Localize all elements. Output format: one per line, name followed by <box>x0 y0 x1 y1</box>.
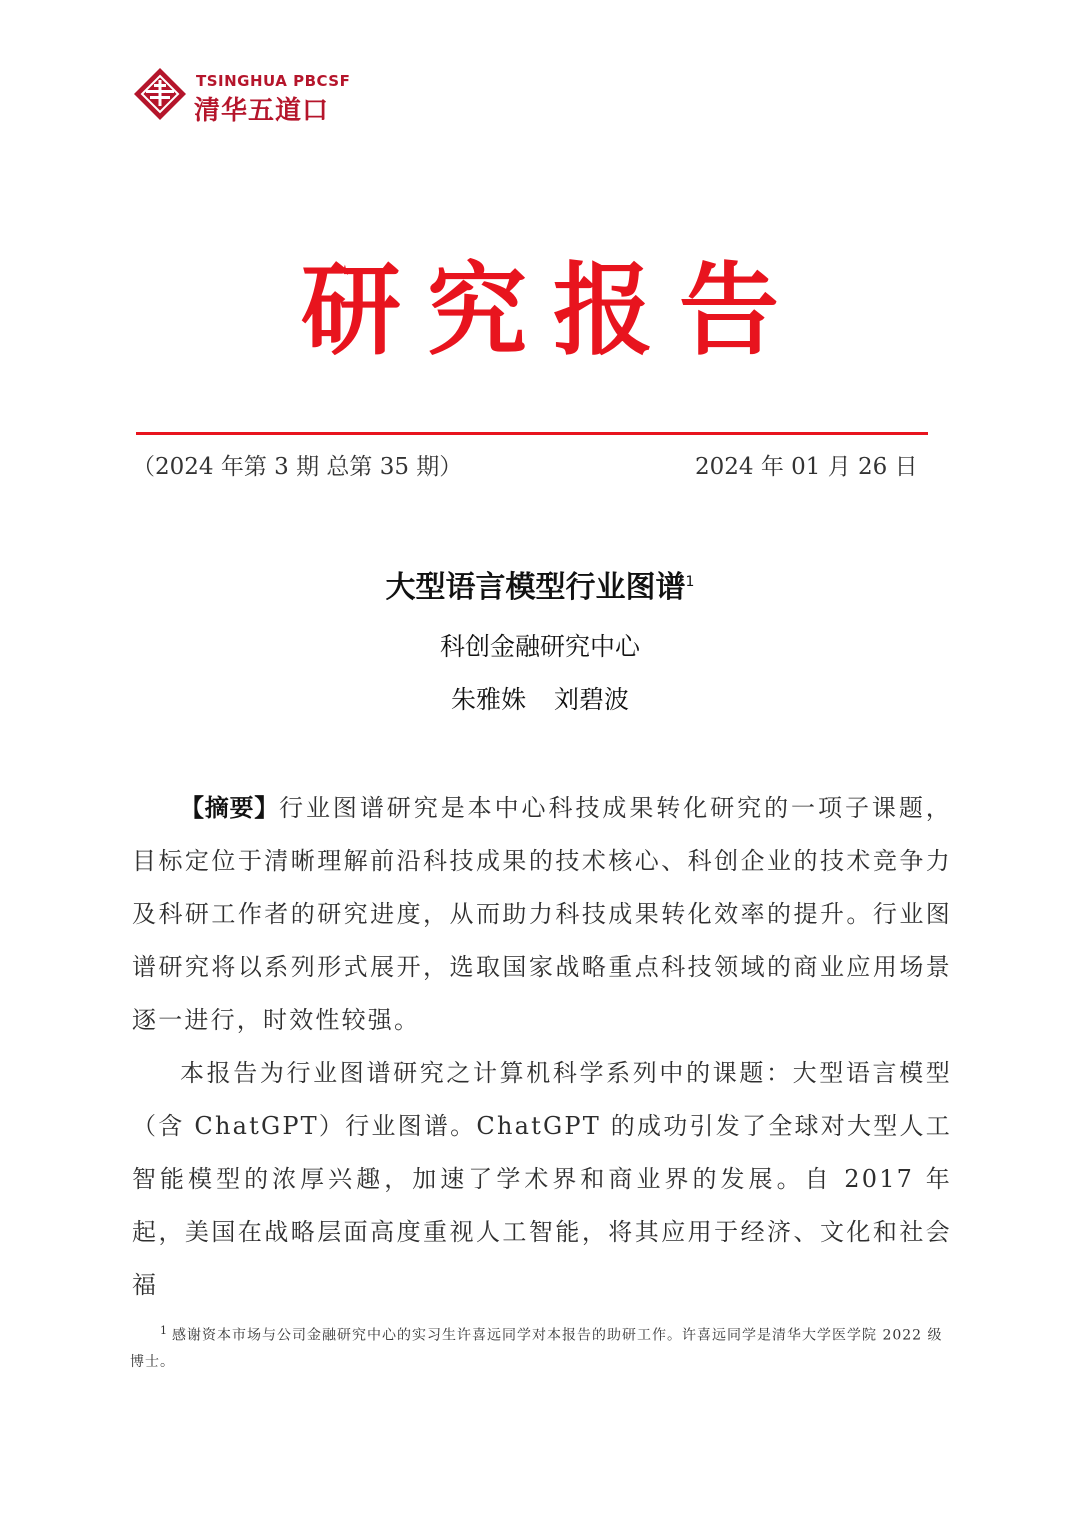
author-name: 刘碧波 <box>554 685 630 714</box>
abstract-paragraph <box>132 782 952 1047</box>
logo-text-en: TSINGHUA PBCSF <box>196 72 351 90</box>
body-paragraph: 本报告为行业图谱研究之计算机科学系列中的课题：大型语言模型（含 ChatGPT）行业图谱。ChatGPT 的成功引发了全球对大型人工智能模型的浓厚兴趣，加速了学术界和商业界的发展。自 2017 年起，美国在战略层面高度重视人工智能，将其应用于经济、文化和社会福 <box>132 1059 952 1299</box>
footnote-text: 感谢资本市场与公司金融研究中心的实习生许喜远同学对本报告的助研工作。许喜远同学是清华大学医学院 2022 级博士。 <box>130 1327 943 1370</box>
abstract-body <box>132 782 952 1312</box>
tsinghua-pbcsf-logo-icon <box>132 66 188 122</box>
author-name: 朱雅姝 <box>450 685 526 714</box>
abstract-paragraph-text: 行业图谱研究是本中心科技成果转化研究的一项子课题，目标定位于清晰理解前沿科技成果的技术核心、科创企业的技术竞争力及科研工作者的研究进度，从而助力科技成果转化效率的提升。行业图谱研究将以系列形式展开，选取国家战略重点科技领域的商业应用场景逐一进行，时效性较强。 <box>132 794 952 1034</box>
footnote <box>130 1318 950 1375</box>
logo <box>132 66 362 124</box>
abstract-label: 【摘要】 <box>180 794 279 822</box>
title-footnote-mark: 1 <box>685 574 695 590</box>
authors <box>0 680 1080 716</box>
research-center: 科创金融研究中心 <box>439 632 640 661</box>
masthead-title: 研究报告 <box>301 251 805 369</box>
logo-text-cn: 清华五道口 <box>194 96 330 126</box>
issue-number: （2024 年第 3 期 总第 35 期） <box>132 454 463 480</box>
masthead-divider <box>136 432 928 435</box>
footnote-mark: 1 <box>160 1324 168 1337</box>
document-title <box>0 562 1080 606</box>
issue-date: 2024 年 01 月 26 日 <box>695 454 918 480</box>
document-title-text: 大型语言模型行业图谱 <box>385 570 686 605</box>
